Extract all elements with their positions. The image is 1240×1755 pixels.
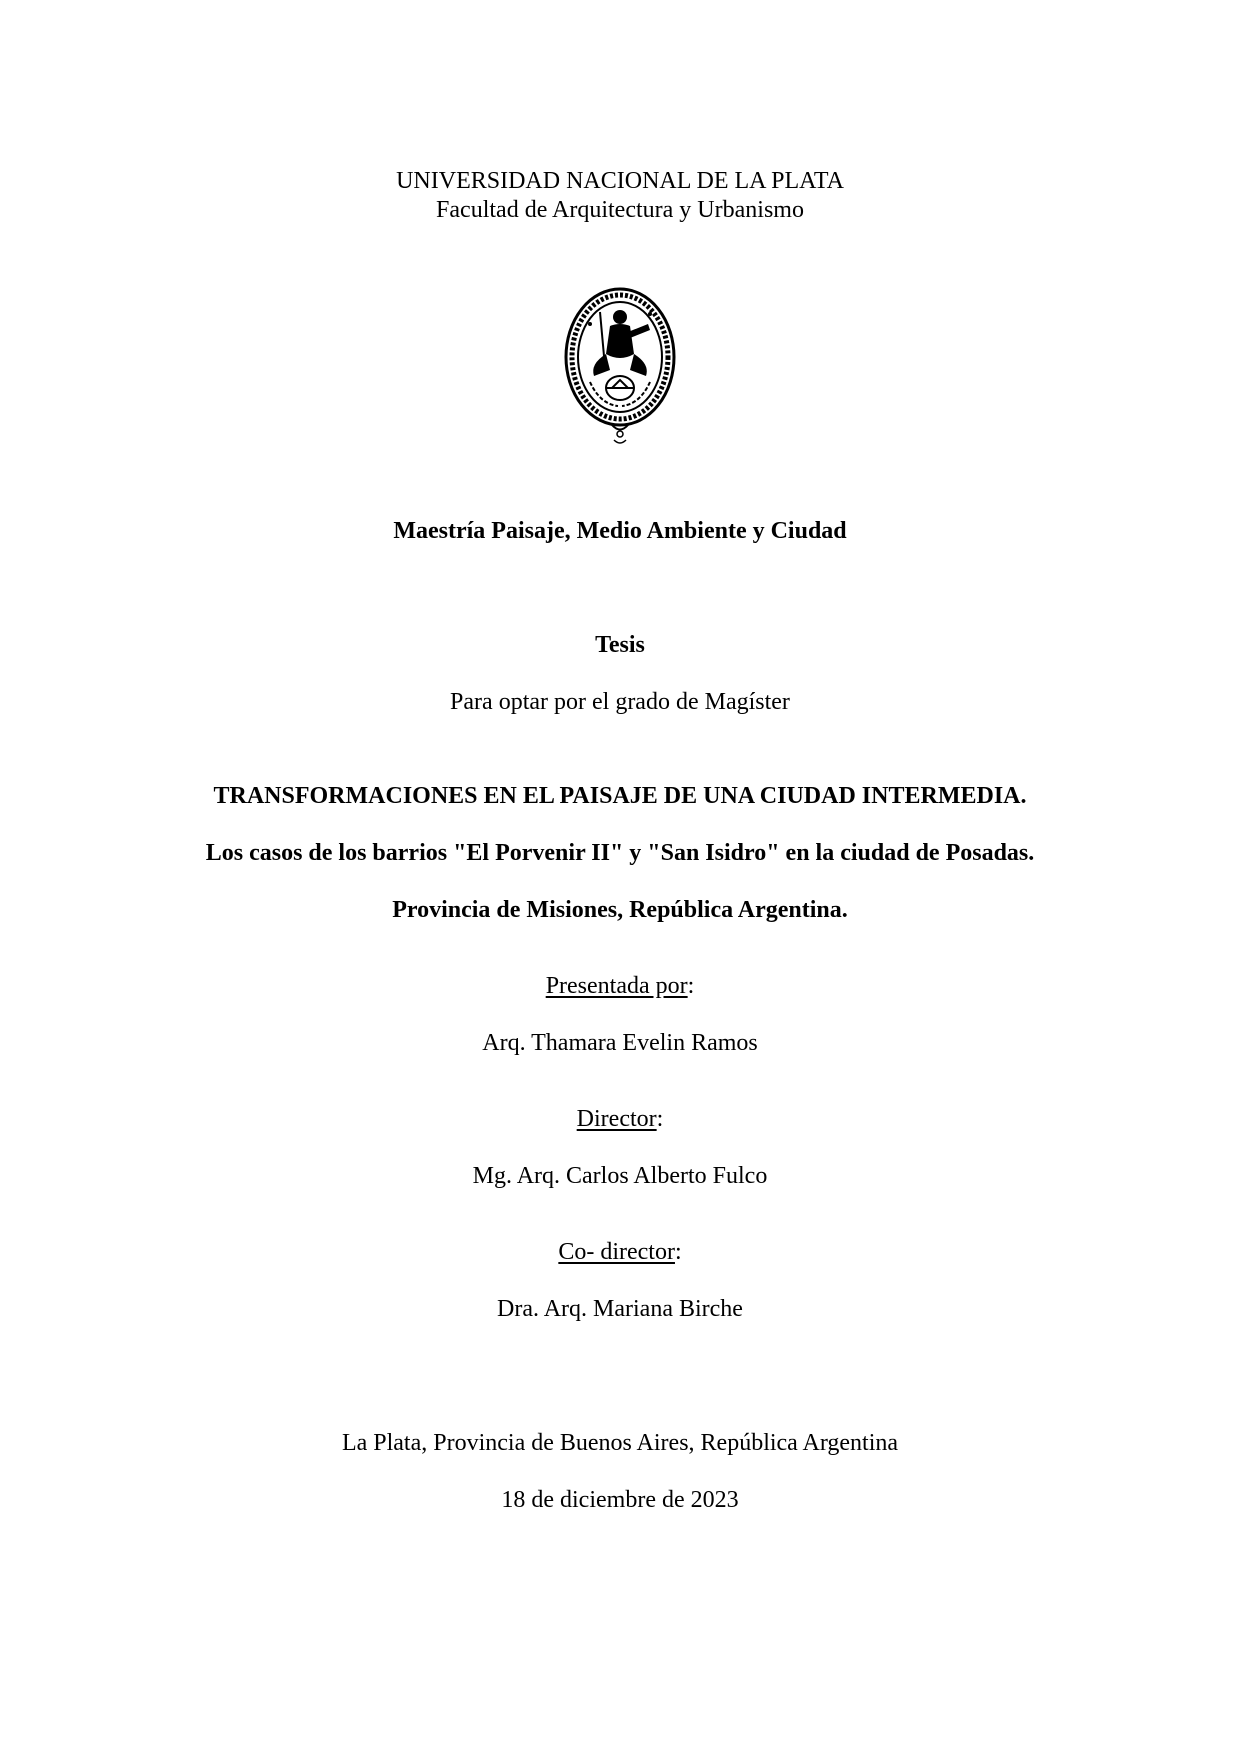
codirector-label: Co- director: [558, 1239, 675, 1265]
degree-statement: Para optar por el grado de Magíster: [450, 689, 790, 715]
university-name: UNIVERSIDAD NACIONAL DE LA PLATA: [396, 168, 844, 194]
codirector-name: Dra. Arq. Mariana Birche: [497, 1296, 743, 1322]
thesis-title-line-2: Los casos de los barrios "El Porvenir II" y "San Isidro" en la ciudad de Posadas.: [205, 840, 1035, 866]
director-label: Director: [576, 1106, 657, 1132]
director-name: Mg. Arq. Carlos Alberto Fulco: [472, 1163, 768, 1189]
author-name: Arq. Thamara Evelin Ramos: [482, 1030, 758, 1056]
thesis-title-line-1: TRANSFORMACIONES EN EL PAISAJE DE UNA CIUDAD INTERMEDIA.: [213, 783, 1027, 809]
university-seal-icon: [560, 284, 680, 454]
director-label-line: Director:: [576, 1106, 664, 1132]
author-label-line: Presentada por:: [545, 973, 695, 999]
document-type: Tesis: [595, 632, 645, 658]
place: La Plata, Provincia de Buenos Aires, República Argentina: [341, 1430, 899, 1456]
faculty-name: Facultad de Arquitectura y Urbanismo: [436, 197, 804, 223]
program-title: Maestría Paisaje, Medio Ambiente y Ciudad: [393, 518, 847, 544]
date: 18 de diciembre de 2023: [501, 1487, 739, 1513]
author-label: Presentada por: [545, 973, 688, 999]
codirector-label-line: Co- director:: [558, 1239, 682, 1265]
thesis-title-line-3: Provincia de Misiones, República Argentina.: [392, 897, 848, 923]
